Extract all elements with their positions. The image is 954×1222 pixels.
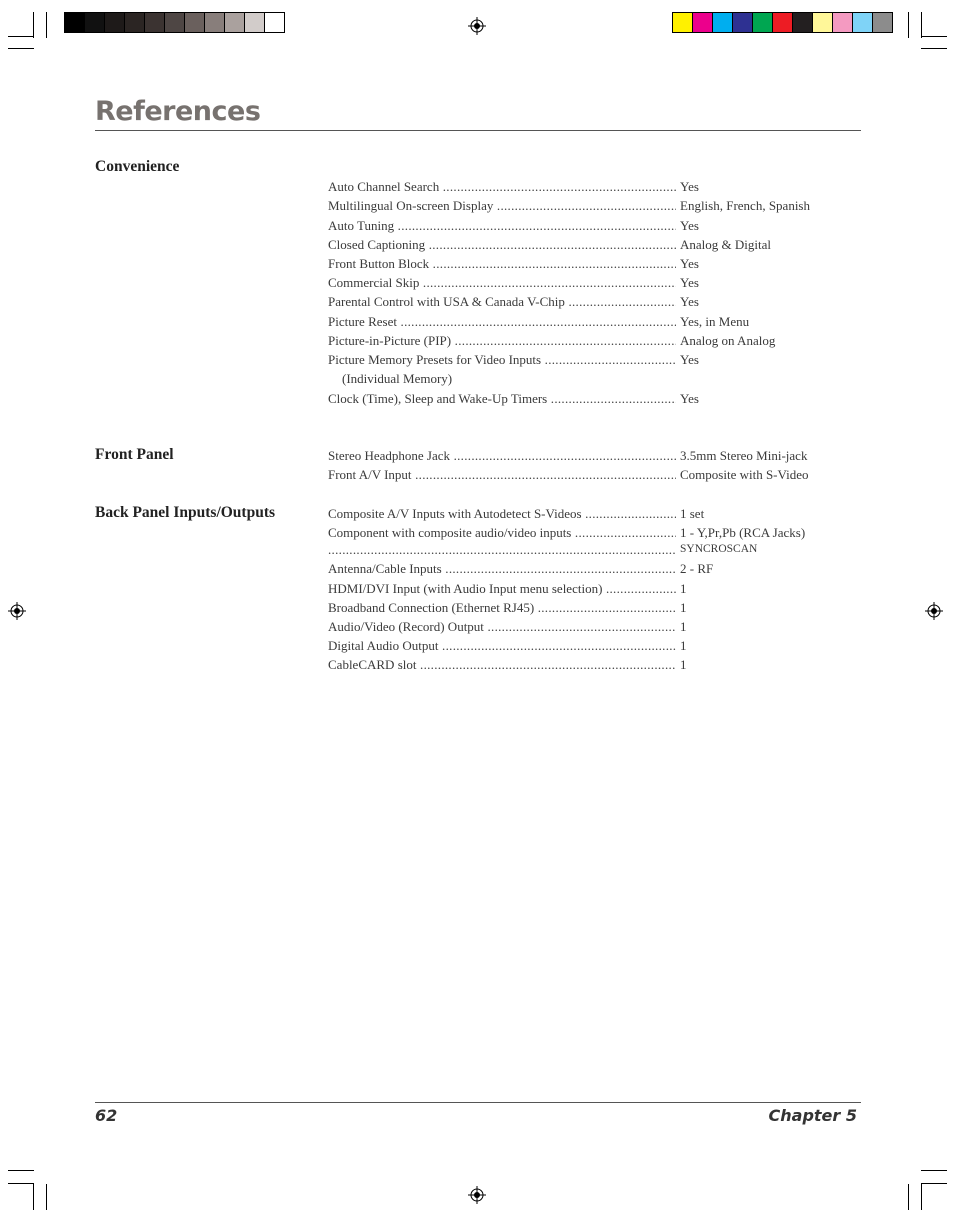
color-swatch: [753, 13, 773, 32]
crop-mark-icon: [908, 1184, 909, 1210]
spec-name: Commercial Skip .....: [328, 275, 676, 291]
spec-row: [328, 391, 848, 409]
spec-name: Front A/V Input .....: [328, 467, 676, 483]
spec-value: Yes: [680, 218, 699, 233]
spec-name: Multilingual On-screen Display .....: [328, 198, 676, 214]
spec-value: Yes: [680, 352, 699, 367]
spec-row: [328, 525, 848, 543]
spec-row: [328, 506, 848, 524]
spec-name: Composite A/V Inputs with Autodetect S-Videos .....: [328, 506, 676, 522]
spec-value: 2 - RF: [680, 561, 714, 576]
spec-value: 1: [680, 657, 687, 672]
color-swatch: [773, 13, 793, 32]
spec-value: 1: [680, 638, 687, 653]
spec-row: [328, 581, 848, 599]
spec-row: [328, 600, 848, 618]
spec-name: Broadband Connection (Ethernet RJ45) .....: [328, 600, 676, 616]
color-swatch: [85, 13, 105, 32]
color-swatch: [185, 13, 205, 32]
registration-mark-icon: [925, 602, 943, 620]
spec-value: Yes: [680, 179, 699, 194]
footer-rule: [95, 1102, 861, 1103]
spec-value: Composite with S-Video: [680, 467, 809, 482]
spec-value: 1: [680, 581, 687, 596]
color-swatch: [673, 13, 693, 32]
spec-name: Stereo Headphone Jack .....: [328, 448, 676, 464]
spec-value: SYNCROSCAN: [680, 543, 758, 555]
spec-value: 1: [680, 600, 687, 615]
color-swatch: [833, 13, 853, 32]
spec-value: Analog on Analog: [680, 333, 776, 348]
spec-value: Yes: [680, 256, 699, 271]
spec-value: 1 set: [680, 506, 705, 521]
section-label-back-panel: Back Panel Inputs/Outputs: [95, 504, 276, 521]
color-swatch: [65, 13, 85, 32]
spec-row: [328, 542, 848, 560]
section-label-convenience: Convenience: [95, 158, 180, 175]
spec-row: [328, 256, 848, 274]
color-swatch: [813, 13, 833, 32]
color-swatch: [165, 13, 185, 32]
crop-mark-icon: [8, 1183, 34, 1184]
spec-row: [328, 467, 848, 485]
spec-row: [328, 314, 848, 332]
spec-name: Auto Channel Search .....: [328, 179, 676, 195]
spec-name: Antenna/Cable Inputs .....: [328, 561, 676, 577]
spec-name: CableCARD slot .....: [328, 657, 676, 673]
spec-value: 1 - Y,Pr,Pb (RCA Jacks): [680, 525, 806, 540]
registration-mark-icon: [468, 17, 486, 35]
spec-name: Picture Memory Presets for Video Inputs .....: [328, 352, 676, 368]
spec-name: Clock (Time), Sleep and Wake-Up Timers .....: [328, 391, 676, 407]
spec-name: Picture Reset .....: [328, 314, 676, 330]
crop-mark-icon: [921, 12, 922, 38]
crop-mark-icon: [921, 1184, 922, 1210]
crop-mark-icon: [33, 12, 34, 38]
grayscale-calibration-strip: [64, 12, 285, 33]
spec-row: [328, 237, 848, 255]
color-swatch: [225, 13, 245, 32]
page-title: References: [95, 96, 261, 127]
spec-row: [328, 448, 848, 466]
crop-mark-icon: [908, 12, 909, 38]
crop-mark-icon: [46, 1184, 47, 1210]
spec-value: 3.5mm Stereo Mini-jack: [680, 448, 808, 463]
spec-row: [328, 657, 848, 675]
color-swatch: [205, 13, 225, 32]
spec-value: 1: [680, 619, 687, 634]
color-calibration-strip: [672, 12, 893, 33]
spec-name: [328, 542, 676, 558]
spec-name: Audio/Video (Record) Output .....: [328, 619, 676, 635]
spec-name: Front Button Block .....: [328, 256, 676, 272]
color-swatch: [245, 13, 265, 32]
spec-name: Closed Captioning .....: [328, 237, 676, 253]
registration-mark-icon: [468, 1186, 486, 1204]
color-swatch: [125, 13, 145, 32]
chapter-label: Chapter 5: [768, 1106, 857, 1125]
spec-row: [328, 619, 848, 637]
color-swatch: [853, 13, 873, 32]
color-swatch: [873, 13, 892, 32]
spec-row: [328, 333, 848, 351]
crop-mark-icon: [8, 48, 34, 49]
crop-mark-icon: [921, 1170, 947, 1171]
spec-row: [328, 179, 848, 197]
spec-value: English, French, Spanish: [680, 198, 810, 213]
spec-name: Parental Control with USA & Canada V-Chip .....: [328, 294, 676, 310]
section-label-front-panel: Front Panel: [95, 446, 174, 463]
crop-mark-icon: [8, 1170, 34, 1171]
spec-row: [328, 275, 848, 293]
crop-mark-icon: [921, 1183, 947, 1184]
spec-value: Yes, in Menu: [680, 314, 750, 329]
color-swatch: [105, 13, 125, 32]
spec-name: Auto Tuning .....: [328, 218, 676, 234]
crop-mark-icon: [46, 12, 47, 38]
crop-mark-icon: [921, 48, 947, 49]
spec-name: Component with composite audio/video inputs .....: [328, 525, 676, 541]
crop-mark-icon: [921, 36, 947, 37]
color-swatch: [265, 13, 284, 32]
spec-value: Analog & Digital: [680, 237, 771, 252]
spec-row: [328, 198, 848, 216]
crop-mark-icon: [8, 36, 34, 37]
crop-mark-icon: [33, 1184, 34, 1210]
registration-mark-icon: [8, 602, 26, 620]
spec-name: HDMI/DVI Input (with Audio Input menu selection) .....: [328, 581, 676, 597]
color-swatch: [733, 13, 753, 32]
spec-row: [328, 352, 848, 370]
spec-row: [328, 638, 848, 656]
spec-row: [328, 218, 848, 236]
spec-value: Yes: [680, 275, 699, 290]
color-swatch: [793, 13, 813, 32]
spec-continuation: (Individual Memory): [342, 371, 453, 386]
title-rule: [95, 130, 861, 131]
spec-value: Yes: [680, 294, 699, 309]
spec-row: [328, 294, 848, 312]
color-swatch: [713, 13, 733, 32]
spec-value: Yes: [680, 391, 699, 406]
color-swatch: [145, 13, 165, 32]
page-number: 62: [95, 1106, 118, 1125]
spec-name: Digital Audio Output .....: [328, 638, 676, 654]
spec-row: [328, 561, 848, 579]
color-swatch: [693, 13, 713, 32]
spec-name: Picture-in-Picture (PIP) .....: [328, 333, 676, 349]
